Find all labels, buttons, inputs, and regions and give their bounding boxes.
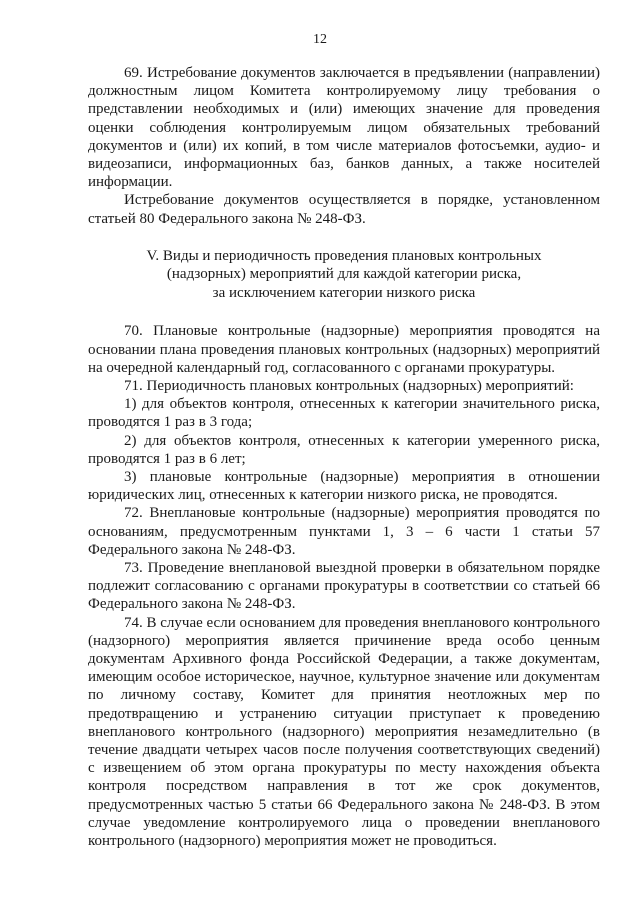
- paragraph-71-item-2: 2) для объектов контроля, отнесенных к категории умеренного риска, проводятся 1 раз в 6 лет;: [88, 432, 600, 467]
- document-body: [88, 64, 600, 850]
- page-number: 12: [313, 32, 327, 47]
- paragraph-69-continuation: Истребование документов осуществляется в порядке, установленном статьей 80 Федерального закона № 248-ФЗ.: [88, 192, 600, 227]
- section-heading: [88, 247, 600, 303]
- section-heading-line-2: (надзорных) мероприятий для каждой категории риска,: [166, 266, 522, 283]
- paragraph-74: 74. В случае если основанием для проведения внепланового контрольного (надзорного) мероприятия является причинение вреда особо ценным документам Архивного фонда Российской Федерации, а также документам, имеющим особое историческое, научное, культурное значение или документам по личному составу, Комитет для принятия неотложных мер по предотвращению и устранению ситуации приступает к проведению внепланового контрольного (надзорного) мероприятия незамедлительно (в течение двадцати четырех часов после получения соответствующих сведений) с извещением об этом органа прокуратуры по месту нахождения объекта контроля посредством направления в тот же срок документов, предусмотренных частью 5 статьи 66 Федерального закона № 248-ФЗ. В этом случае уведомление контролируемого лица о проведении внепланового контрольного (надзорного) мероприятия может не проводиться.: [88, 614, 600, 850]
- paragraph-71-item-1: 1) для объектов контроля, отнесенных к категории значительного риска, проводятся 1 раз в 3 года;: [88, 396, 600, 431]
- paragraph-70: 70. Плановые контрольные (надзорные) мероприятия проводятся на основании плана проведения плановых контрольных (надзорных) мероприятий на очередной календарный год, согласованного с органами прокуратуры.: [88, 323, 600, 376]
- paragraph-73: 73. Проведение внеплановой выездной проверки в обязательном порядке подлежит согласованию с органами прокуратуры в соответствии со статьей 66 Федерального закона № 248-ФЗ.: [88, 559, 600, 613]
- paragraph-69: 69. Истребование документов заключается в предъявлении (направлении) должностным лицом Комитета контролируемому лицу требования о представлении необходимых и (или) имеющих значение для проведения оценки соблюдения контролируемым лицом обязательных требований документов и (или) их копий, в том числе материалов фотосъемки, аудио- и видеозаписи, информационных баз, банков данных, а также носителей информации.: [88, 65, 600, 191]
- paragraph-71: 71. Периодичность плановых контрольных (надзорных) мероприятий:: [124, 377, 574, 394]
- paragraph-71-item-3: 3) плановые контрольные (надзорные) мероприятия в отношении юридических лиц, отнесенных к категории низкого риска, не проводятся.: [88, 468, 600, 504]
- section-heading-line-1: V. Виды и периодичность проведения плановых контрольных: [146, 247, 542, 264]
- paragraph-72: 72. Внеплановые контрольные (надзорные) мероприятия проводятся по основаниям, предусмотренным пунктами 1, 3 – 6 части 1 статьи 57 Федерального закона № 248-ФЗ.: [88, 505, 600, 558]
- section-heading-line-3: за исключением категории низкого риска: [212, 284, 476, 301]
